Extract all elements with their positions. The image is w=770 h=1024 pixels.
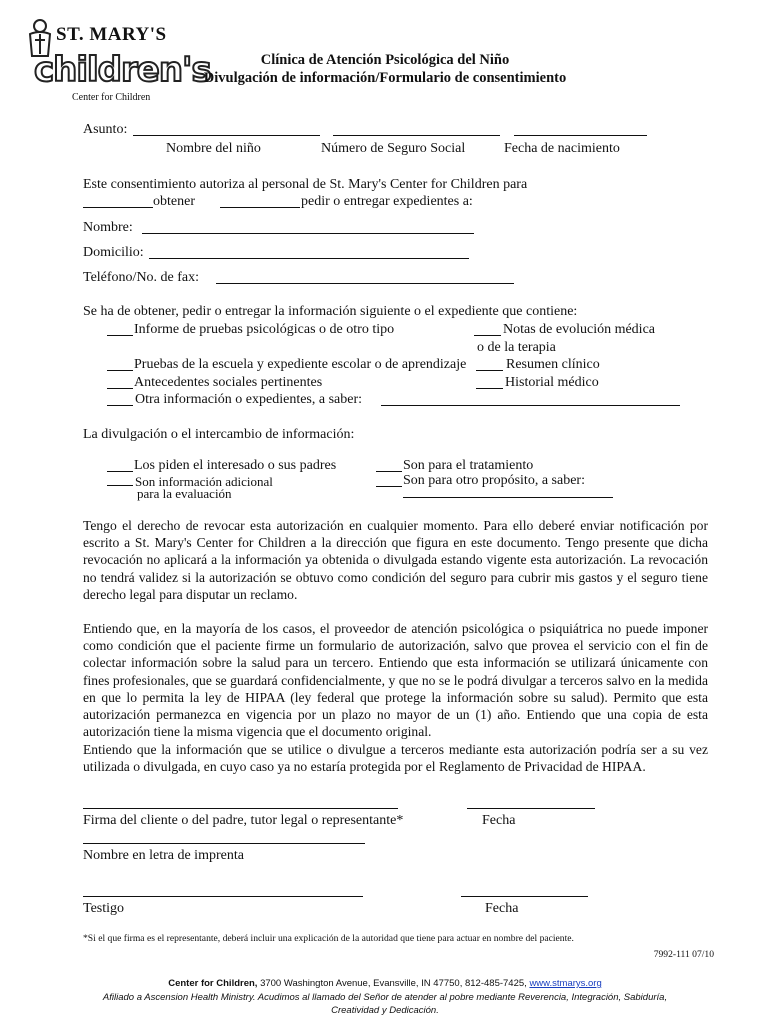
treatment-label: Son para el tratamiento (403, 458, 534, 473)
medical-history-label: Historial médico (505, 375, 599, 390)
other-purpose-field[interactable] (403, 497, 613, 498)
footer-address-line (0, 978, 770, 989)
footer-affiliation-2: Creatividad y Dedicación. (331, 1005, 439, 1016)
recipient-address-label: Domicilio: (83, 245, 144, 260)
logo-brand-sub: Center for Children (72, 92, 151, 103)
social-history-check[interactable] (107, 388, 133, 389)
request-label: pedir o entregar expedientes a: (301, 194, 473, 209)
obtain-checkbox-line[interactable] (83, 207, 153, 208)
other-records-field[interactable] (381, 405, 680, 406)
date-field-1[interactable] (467, 808, 595, 809)
child-name-field[interactable] (133, 135, 320, 136)
dob-label: Fecha de nacimiento (504, 141, 620, 156)
witness-label: Testigo (83, 901, 125, 916)
school-tests-check[interactable] (107, 370, 133, 371)
consent-intro: Este consentimiento autoriza al personal de St. Mary's Center for Children para (83, 177, 528, 192)
footer-org: Center for Children, (168, 978, 258, 989)
logo-brand-main: children's (34, 50, 211, 90)
med-notes-label-2: o de la terapia (477, 340, 556, 355)
ssn-label: Número de Seguro Social (321, 141, 466, 156)
obtain-label: obtener (153, 194, 195, 209)
other-purpose-label: Son para otro propósito, a saber: (403, 473, 585, 488)
clinical-summary-check[interactable] (476, 370, 503, 371)
other-records-check[interactable] (107, 405, 133, 406)
printed-name-field[interactable] (83, 843, 365, 844)
school-tests-label: Pruebas de la escuela y expediente escolar o de aprendizaje (134, 357, 467, 372)
subject-label: Asunto: (83, 122, 128, 137)
witness-field[interactable] (83, 896, 363, 897)
recipient-phone-label: Teléfono/No. de fax: (83, 270, 200, 285)
logo-brand-top: ST. MARY'S (56, 24, 167, 45)
requested-check[interactable] (107, 471, 133, 472)
request-checkbox-line[interactable] (220, 207, 300, 208)
other-purpose-check[interactable] (376, 486, 402, 487)
recipient-name-label: Nombre: (83, 220, 133, 235)
records-intro: Se ha de obtener, pedir o entregar la información siguiente o el expediente que contiene: (83, 304, 578, 319)
other-records-label: Otra información o expedientes, a saber: (135, 392, 363, 407)
med-notes-check[interactable] (474, 335, 501, 336)
additional-label: Son información adicional (135, 474, 273, 489)
date-label-2: Fecha (485, 901, 519, 916)
revocation-paragraph: Tengo el derecho de revocar esta autorización en cualquier momento. Para ello deberé enviar notificación por escrito a St. Mary's Center for Children a la dirección que figura en este documento. Tengo presente que dicha revocación no aplicará a la información ya obtenida o divulgada estando vigente esta autorización. La revocación no tendrá validez si la autorización se obtuvo como condición del seguro para cubrir mis gastos y el seguro tiene derecho legal para disputar un reclamo. (83, 518, 708, 602)
recipient-address-field[interactable] (149, 258, 469, 259)
client-signature-label: Firma del cliente o del padre, tutor legal o representante* (83, 813, 404, 828)
med-notes-label: Notas de evolución médica (503, 322, 656, 337)
printed-name-label: Nombre en letra de imprenta (83, 848, 244, 863)
page-subtitle: Divulgación de información/Formulario de consentimiento (203, 70, 567, 86)
page-title: Clínica de Atención Psicológica del Niño (260, 52, 510, 68)
psych-tests-label: Informe de pruebas psicológicas o de otro tipo (134, 322, 395, 337)
psych-tests-check[interactable] (107, 335, 133, 336)
representative-footnote: *Si el que firma es el representante, deberá incluir una explicación de la autoridad que tiene para actuar en nombre del paciente. (83, 933, 574, 944)
child-name-label: Nombre del niño (166, 141, 261, 156)
additional-check[interactable] (107, 485, 133, 486)
medical-history-check[interactable] (476, 388, 503, 389)
disclosure-intro: La divulgación o el intercambio de información: (83, 427, 355, 442)
footer-affiliation: Afiliado a Ascension Health Ministry. Acudimos al llamado del Señor de atender al pobre mediante Reverencia, Integración, Sabiduría, (102, 992, 668, 1003)
requested-label: Los piden el interesado o sus padres (134, 458, 337, 473)
dob-field[interactable] (514, 135, 647, 136)
clinical-summary-label: Resumen clínico (506, 357, 600, 372)
recipient-name-field[interactable] (142, 233, 474, 234)
social-history-label: Antecedentes sociales pertinentes (134, 375, 323, 390)
date-label-1: Fecha (482, 813, 516, 828)
footer-address: 3700 Washington Avenue, Evansville, IN 47750, 812-485-7425, (257, 978, 530, 989)
understanding-paragraph: Entiendo que, en la mayoría de los casos, el proveedor de atención psicológica o psiquiátrica no puede imponer como condición que el paciente firme un formulario de autorización, salvo que provea el servicio con el fin de colectar información sobre la salud para un tercero. Entiendo que esta información se utilizará únicamente con fines profesionales, que se guardará confidencialmente, y que no se le podrá divulgar a terceros salvo en la medida en que lo permita la ley de HIPAA (ley federal que protege la información sobre su salud). Permito que esta autorización permanezca en vigencia por un plazo no mayor de un (1) año. Entiendo que una copia de esta autorización tiene la misma vigencia que el documento original. (83, 621, 708, 740)
additional-label-2: para la evaluación (137, 486, 232, 501)
date-field-2[interactable] (461, 896, 588, 897)
ssn-field[interactable] (333, 135, 500, 136)
client-signature-field[interactable] (83, 808, 398, 809)
treatment-check[interactable] (376, 471, 402, 472)
form-code: 7992-111 07/10 (653, 949, 714, 960)
website-link[interactable]: www.stmarys.org (529, 978, 602, 989)
recipient-phone-field[interactable] (216, 283, 514, 284)
hipaa-paragraph: Entiendo que la información que se utilice o divulgue a terceros mediante esta autorización podría ser a su vez utilizada o divulgada, en cuyo caso ya no estaría protegida por el Reglamento de Privacidad de HIPAA. (83, 742, 708, 775)
